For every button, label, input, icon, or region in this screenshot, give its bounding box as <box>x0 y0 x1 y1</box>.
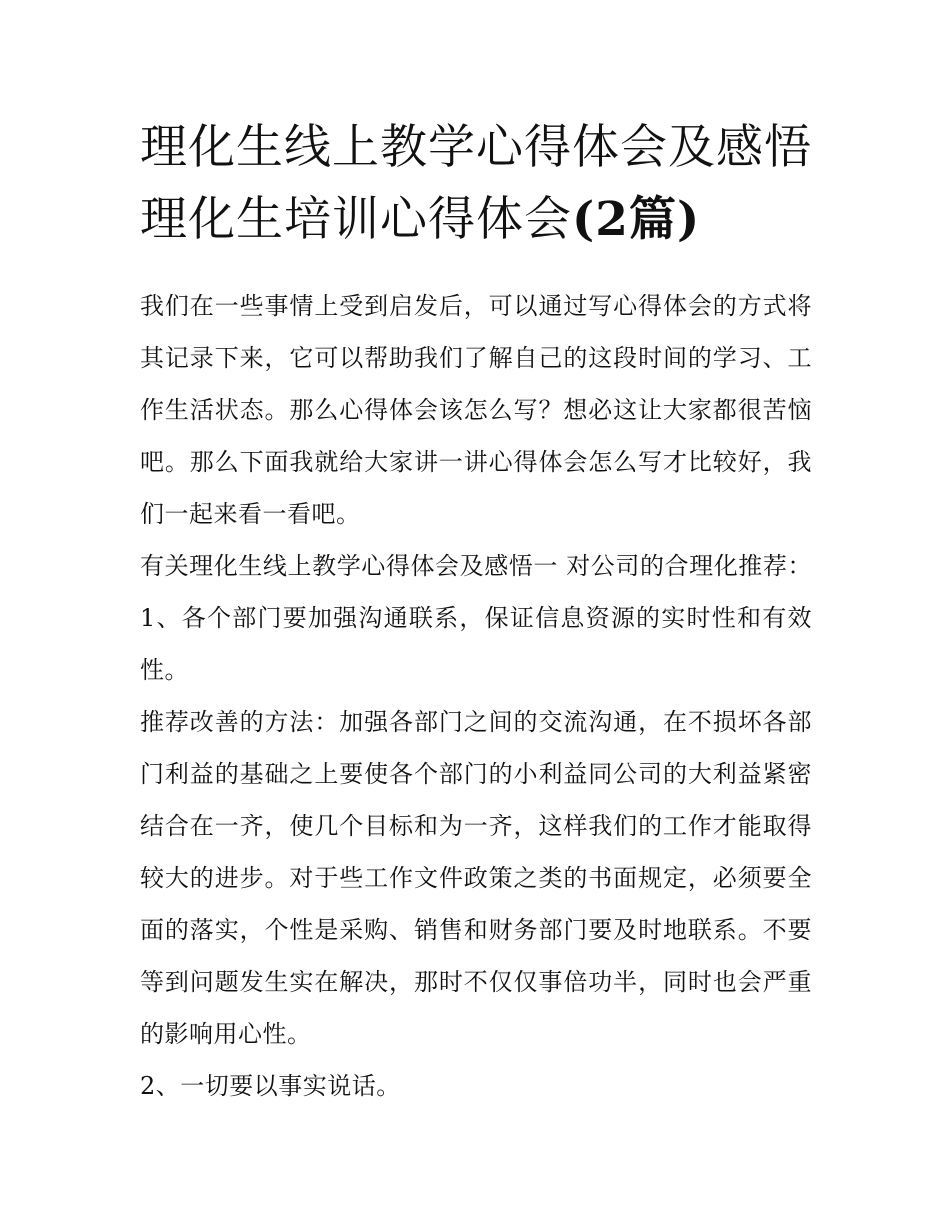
paragraph-improvement-method: 推荐改善的方法：加强各部门之间的交流沟通，在不损坏各部门利益的基础之上要使各个部门的小利益同公司的大利益紧密结合在一齐，使几个目标和为一齐，这样我们的工作才能取得较大的进步。对于些工作文件政策之类的书面规定，必须要全面的落实，个性是采购、销售和财务部门要及时地联系。不要等到问题发生实在解决，那时不仅仅事倍功半，同时也会严重的影响用心性。 <box>140 708 812 1048</box>
document-title-suffix: (2篇) <box>572 192 701 247</box>
paragraph-recommendation-1: 有关理化生线上教学心得体会及感悟一 对公司的合理化推荐：1、各个部门要加强沟通联系，保证信息资源的实时性和有效性。 <box>140 552 812 684</box>
paragraph-recommendation-2: 2、一切要以事实说话。 <box>140 1072 401 1100</box>
document-title-main: 理化生线上教学心得体会及感悟 理化生培训心得体会 <box>140 120 812 247</box>
document-body <box>140 112 812 1112</box>
document-title <box>140 112 812 256</box>
document-paragraphs <box>140 280 812 1112</box>
paragraph-intro: 我们在一些事情上受到启发后，可以通过写心得体会的方式将其记录下来，它可以帮助我们了解自己的这段时间的学习、工作生活状态。那么心得体会该怎么写？想必这让大家都很苦恼吧。那么下面我就给大家讲一讲心得体会怎么写才比较好，我们一起来看一看吧。 <box>140 292 812 528</box>
